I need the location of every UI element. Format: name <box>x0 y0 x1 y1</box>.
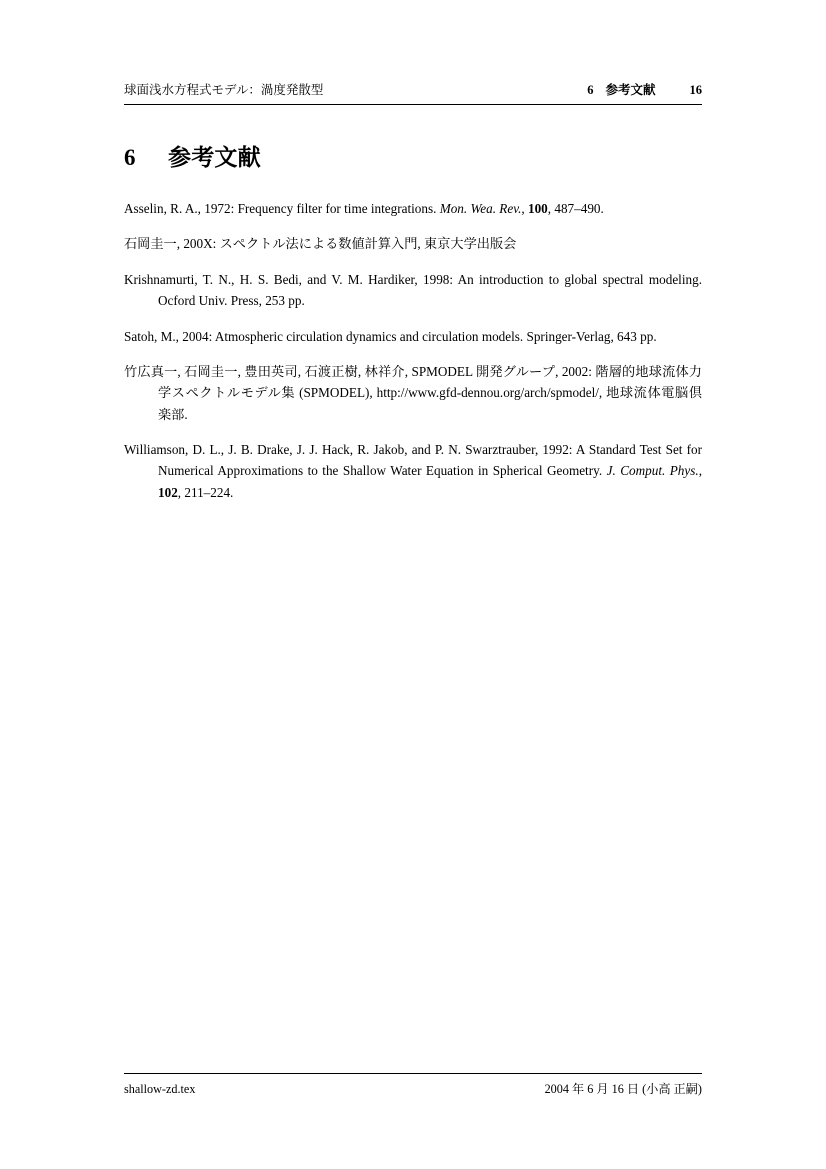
bibliography-entry <box>124 326 702 347</box>
running-header-title: 球面浅水方程式モデル：渦度発散型 <box>124 83 324 97</box>
running-header-page-number: 16 <box>689 83 702 97</box>
page-content <box>124 80 702 517</box>
bibliography-entry-text: J. Comput. Phys. <box>606 463 699 479</box>
bibliography-entry-text: Williamson, D. L., J. B. Drake, J. J. Hack, R. Jakob, and P. N. Swarztrauber, 1992: A Standard Test Set for Numerical Approximations to the Shallow Water Equation in Spherical Geometry. <box>124 442 702 479</box>
page-title <box>124 139 702 172</box>
running-header-section-number: 6 <box>587 83 594 97</box>
bibliography-list <box>124 198 702 503</box>
page-footer <box>124 1073 702 1097</box>
running-header-section <box>587 80 655 98</box>
bibliography-entry <box>124 439 702 503</box>
bibliography-entry-text: 石岡圭一, 200X: スペクトル法による数値計算入門, 東京大学出版会 <box>124 236 517 252</box>
bibliography-entry-text: , <box>698 463 702 479</box>
section-title-text: 参考文献 <box>168 145 261 170</box>
running-header <box>124 80 702 105</box>
bibliography-entry-text: 100 <box>527 201 548 216</box>
bibliography-entry-text: Satoh, M., 2004: Atmospheric circulation dynamics and circulation models. Springer-Verlag, 643 pp. <box>124 328 657 344</box>
running-header-section-name: 参考文献 <box>605 83 656 97</box>
footer-date-author: 2004 年 6 月 16 日 (小高 正嗣) <box>544 1082 702 1096</box>
footer-filename: shallow-zd.tex <box>124 1082 196 1096</box>
bibliography-entry-text: , 211–224. <box>177 484 234 500</box>
bibliography-entry-text: , <box>521 201 528 216</box>
section-number: 6 <box>124 145 136 170</box>
bibliography-entry-text: Asselin, R. A., 1972: Frequency filter for time integrations. <box>124 201 440 216</box>
bibliography-entry-text: , 487–490. <box>547 201 604 216</box>
bibliography-entry-text: Krishnamurti, T. N., H. S. Bedi, and V. M. Hardiker, 1998: An introduction to global spectral modeling. Ocford Univ. Press, 253 pp. <box>124 271 702 309</box>
bibliography-entry-text: 竹広真一, 石岡圭一, 豊田英司, 石渡正樹, 林祥介, SPMODEL 開発グループ, 2002: 階層的地球流体力学スペクトルモデル集 (SPMODEL), http://www.gfd-dennou.org/arch/spmodel/, 地球流体電脳倶楽部. <box>124 363 702 422</box>
bibliography-entry <box>124 269 702 312</box>
bibliography-entry <box>124 233 702 254</box>
bibliography-entry <box>124 361 702 425</box>
bibliography-entry-text: Mon. Wea. Rev. <box>439 201 522 216</box>
bibliography-entry <box>124 198 702 219</box>
bibliography-entry-text: 102 <box>158 484 178 500</box>
